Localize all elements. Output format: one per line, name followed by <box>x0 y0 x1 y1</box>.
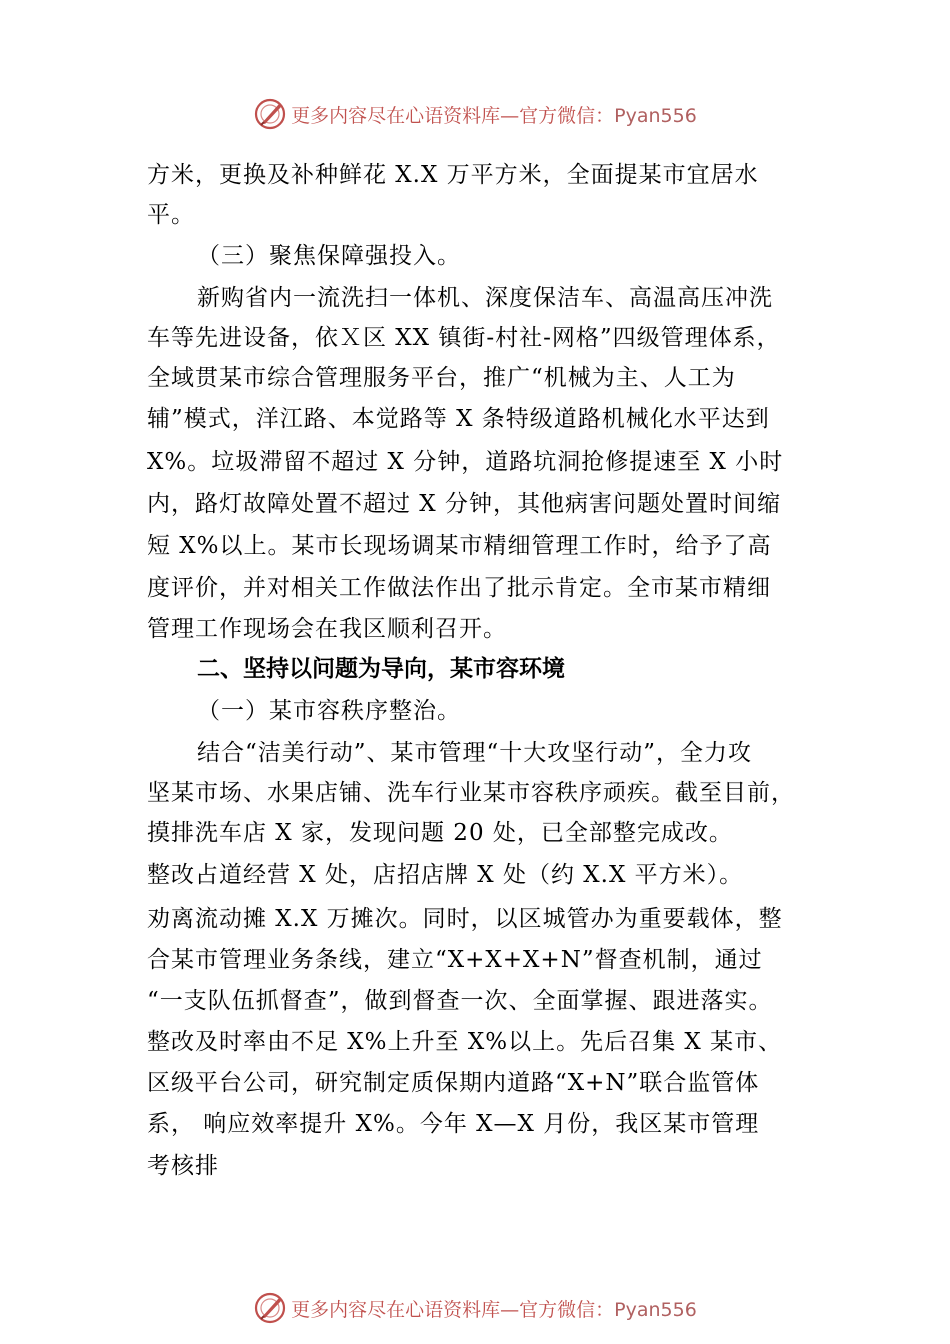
paragraph-line: 度评价，并对相关工作做法作出了批示肯定。全市某市精细 <box>147 575 771 601</box>
paragraph-line: 系， 响应效率提升 X%。今年 X—X 月份，我区某市管理 <box>147 1111 760 1137</box>
chapter-heading: 二、坚持以问题为导向，某市容环境 <box>197 656 565 682</box>
paragraph-line: 劝离流动摊 X.X 万摊次。同时，以区城管办为重要载体，整 <box>147 906 783 932</box>
paragraph-line: 辅”模式，洋江路、本觉路等 X 条特级道路机械化水平达到 <box>147 406 770 432</box>
paragraph-line: 整改及时率由不足 X%上升至 X%以上。先后召集 X 某市、 <box>147 1029 783 1055</box>
paragraph-line: 摸排洗车店 X 家，发现问题 20 处，已全部整完成改。 <box>147 820 733 846</box>
paragraph-line: 合某市管理业务条线，建立“X+X+X+N”督查机制，通过 <box>147 947 763 973</box>
paragraph-line: 短 X%以上。某市长现场调某市精细管理工作时，给予了高 <box>147 533 772 559</box>
quill-seal-logo-icon <box>253 1291 287 1325</box>
section-heading: （一）某市容秩序整治。 <box>197 698 461 724</box>
watermark-text <box>291 1295 697 1322</box>
paragraph-line: 坚某市场、水果店铺、洗车行业某市容秩序顽疾。截至目前， <box>147 780 795 806</box>
paragraph-line: 新购省内一流洗扫一体机、深度保洁车、高温高压冲洗 <box>197 285 773 311</box>
paragraph-line: 结合“洁美行动”、某市管理“十大攻坚行动”，全力攻 <box>197 740 753 766</box>
paragraph-line: 整改占道经营 X 处，店招店牌 X 处（约 X.X 平方米）。 <box>147 862 744 888</box>
paragraph-line: 内，路灯故障处置不超过 X 分钟，其他病害问题处置时间缩 <box>147 491 781 517</box>
paragraph-line: X%。垃圾滞留不超过 X 分钟，道路坑洞抢修提速至 X 小时 <box>147 449 784 475</box>
watermark-banner-bottom <box>0 1288 950 1328</box>
quill-seal-logo-icon <box>253 97 287 131</box>
paragraph-line: 平。 <box>147 202 195 228</box>
paragraph-line: 考核排 <box>147 1153 219 1179</box>
watermark-wechat-id: Pyan556 <box>614 1298 697 1321</box>
watermark-text <box>291 101 697 128</box>
section-heading: （三）聚焦保障强投入。 <box>197 243 461 269</box>
paragraph-line: 管理工作现场会在我区顺利召开。 <box>147 616 507 642</box>
watermark-label: 更多内容尽在心语资料库—官方微信： <box>291 104 615 127</box>
paragraph-line: 区级平台公司，研究制定质保期内道路“X+N”联合监管体 <box>147 1070 760 1096</box>
paragraph-line: 方米，更换及补种鲜花 X.X 万平方米，全面提某市宜居水 <box>147 162 759 188</box>
paragraph-line: 全域贯某市综合管理服务平台，推广“机械为主、人工为 <box>147 365 736 391</box>
paragraph-line: 车等先进设备，依Ｘ区 XX 镇街-村社-网格”四级管理体系， <box>147 325 781 351</box>
paragraph-line: “一支队伍抓督查”，做到督查一次、全面掌握、跟进落实。 <box>147 988 773 1014</box>
watermark-wechat-id: Pyan556 <box>614 104 697 127</box>
watermark-label: 更多内容尽在心语资料库—官方微信： <box>291 1298 615 1321</box>
watermark-banner-top <box>0 94 950 134</box>
